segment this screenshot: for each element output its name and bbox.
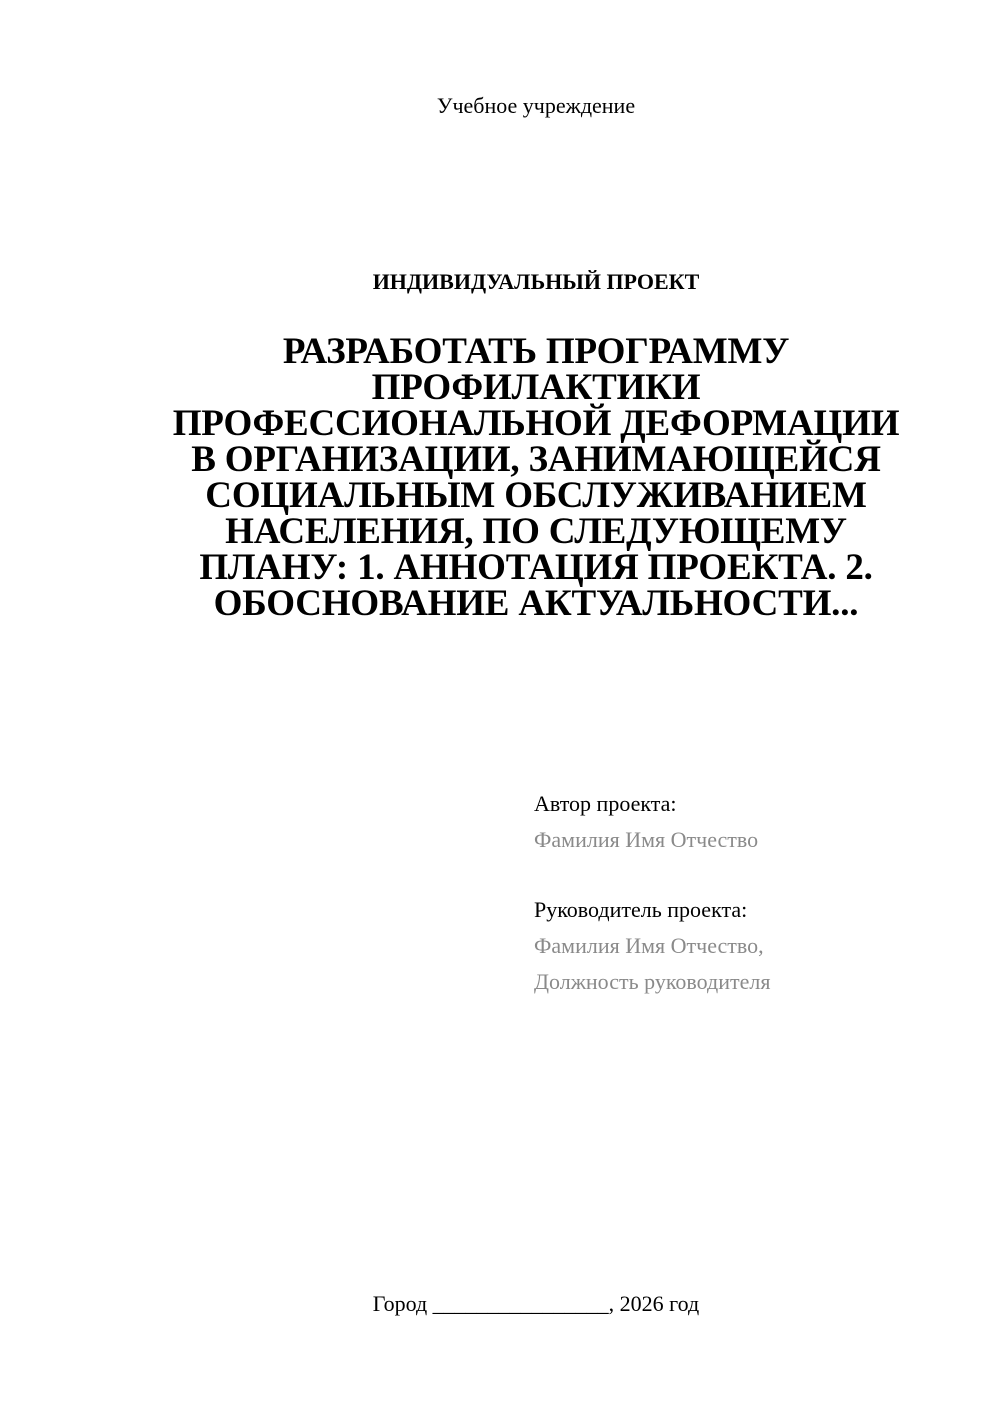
institution-name: Учебное учреждение <box>436 93 636 118</box>
project-title-line: В ОРГАНИЗАЦИИ, ЗАНИМАЮЩЕЙСЯ <box>191 439 881 480</box>
supervisor-block <box>534 896 974 996</box>
project-title-line: РАЗРАБОТАТЬ ПРОГРАММУ <box>282 331 790 372</box>
project-title-line: ПРОФИЛАКТИКИ <box>371 367 701 408</box>
supervisor-position: Должность руководителя <box>534 969 771 994</box>
project-title-line: СОЦИАЛЬНЫМ ОБСЛУЖИВАНИЕМ <box>205 475 867 516</box>
author-block <box>534 790 974 854</box>
author-name: Фамилия Имя Отчество <box>534 827 759 852</box>
project-title-line: ОБОСНОВАНИЕ АКТУАЛЬНОСТИ... <box>213 583 859 624</box>
project-title <box>130 331 942 624</box>
author-label: Автор проекта: <box>534 791 677 816</box>
supervisor-name: Фамилия Имя Отчество, <box>534 933 764 958</box>
supervisor-label: Руководитель проекта: <box>534 897 748 922</box>
project-title-line: ПЛАНУ: 1. АННОТАЦИЯ ПРОЕКТА. 2. <box>199 547 873 588</box>
project-type-heading: ИНДИВИДУАЛЬНЫЙ ПРОЕКТ <box>372 269 700 294</box>
project-title-line: НАСЕЛЕНИЯ, ПО СЛЕДУЮЩЕМУ <box>225 511 847 552</box>
city-year-line: Город ________________, 2026 год <box>372 1291 700 1316</box>
project-title-line: ПРОФЕССИОНАЛЬНОЙ ДЕФОРМАЦИИ <box>172 403 900 444</box>
